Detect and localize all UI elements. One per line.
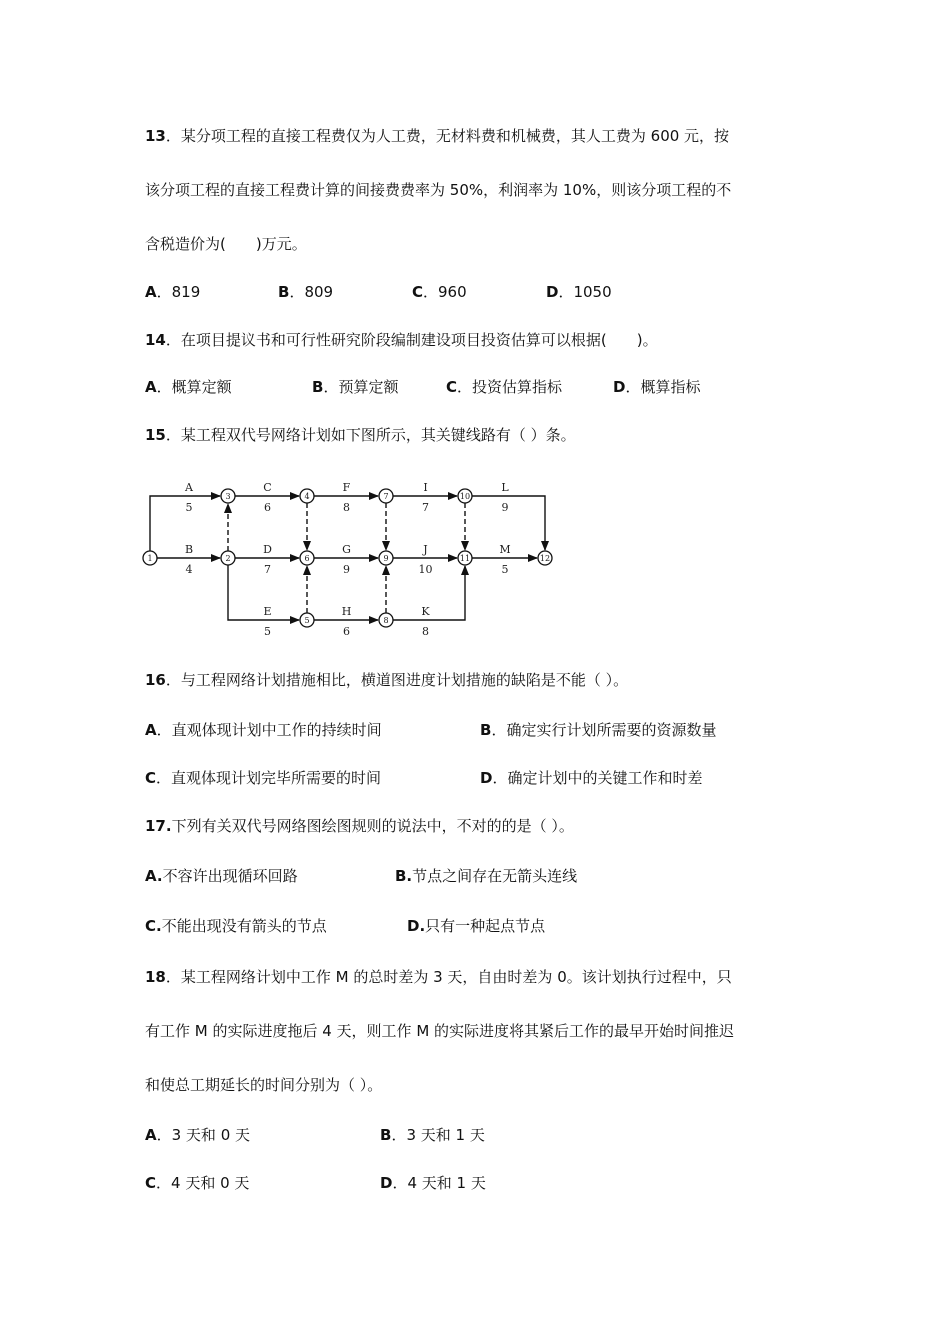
activity-label-g: G [342, 543, 351, 556]
q13-option-a: A．819 [145, 283, 201, 301]
q17-option-d: D.只有一种起点节点 [407, 917, 546, 935]
q16-number: 16 [145, 671, 166, 689]
activity-label-j: J [423, 543, 428, 556]
q16-line [145, 670, 628, 690]
activity-duration-l: 9 [501, 501, 509, 514]
q15-text: ．某工程双代号网络计划如下图所示，其关键线路有（ ）条。 [165, 426, 576, 444]
q14-option-b: B．预算定额 [312, 378, 399, 396]
activity-duration-e: 5 [264, 625, 271, 638]
activity-duration-b: 4 [185, 563, 193, 576]
q13-line-1 [145, 126, 729, 146]
q17-line [145, 816, 574, 836]
q18-line-2: 有工作 M 的实际进度拖后 4 天，则工作 M 的实际进度将其紧后工作的最早开始时间推迟 [145, 1022, 735, 1040]
network-node-label-11: 11 [459, 554, 471, 563]
q13-number: 13 [145, 127, 166, 145]
q17-option-a: A.不容许出现循环回路 [145, 867, 298, 885]
q16-option-d: D．确定计划中的关键工作和时差 [480, 769, 703, 787]
network-diagram [140, 475, 560, 640]
q13-option-d: D．1050 [546, 283, 612, 301]
q13-line-3: 含税造价为( )万元。 [145, 235, 307, 253]
q13-text-1: ．某分项工程的直接工程费仅为人工费，无材料费和机械费，其人工费为 600 元，按 [165, 127, 730, 145]
activity-label-m: M [499, 543, 511, 556]
q18-option-d: D．4 天和 1 天 [380, 1174, 486, 1192]
activity-duration-h: 6 [343, 625, 350, 638]
q17-option-b: B.节点之间存在无箭头连线 [395, 867, 578, 885]
q14-line [145, 330, 658, 350]
activity-duration-j: 10 [418, 563, 433, 576]
activity-label-l: L [501, 481, 509, 494]
q17-number: 17. [145, 817, 172, 835]
q17-text: 下列有关双代号网络图绘图规则的说法中，不对的的是（ ）。 [171, 817, 574, 835]
activity-label-e: E [263, 605, 272, 618]
activity-label-d: D [263, 543, 272, 556]
q18-option-c: C．4 天和 0 天 [145, 1174, 250, 1192]
network-node-label-3: 3 [225, 492, 231, 501]
network-node-label-5: 5 [304, 616, 310, 625]
network-node-label-8: 8 [383, 616, 389, 625]
q13-option-c: C．960 [412, 283, 467, 301]
q14-number: 14 [145, 331, 166, 349]
activity-label-i: I [423, 481, 428, 494]
activity-label-b: B [184, 543, 194, 556]
q18-line-1 [145, 967, 732, 987]
q16-option-c: C．直观体现计划完毕所需要的时间 [145, 769, 382, 787]
network-node-label-9: 9 [383, 554, 389, 563]
q18-text-1: ．某工程网络计划中工作 M 的总时差为 3 天，自由时差为 0。该计划执行过程中，只 [165, 968, 732, 986]
q14-option-d: D．概算指标 [613, 378, 701, 396]
q18-option-a: A．3 天和 0 天 [145, 1126, 251, 1144]
activity-label-k: K [421, 605, 430, 618]
network-node-label-4: 4 [304, 492, 310, 501]
activity-duration-a: 5 [185, 501, 193, 514]
network-node-label-1: 1 [147, 554, 153, 563]
q18-option-b: B．3 天和 1 天 [380, 1126, 485, 1144]
network-node-label-6: 6 [304, 554, 310, 563]
q16-text: ．与工程网络计划措施相比，横道图进度计划措施的缺陷是不能（ ）。 [165, 671, 629, 689]
network-node-label-12: 12 [539, 554, 551, 563]
activity-label-h: H [341, 605, 352, 618]
q16-option-a: A．直观体现计划中工作的持续时间 [145, 721, 382, 739]
activity-duration-c: 6 [264, 501, 271, 514]
q14-text: ．在项目提议书和可行性研究阶段编制建设项目投资估算可以根据( )。 [165, 331, 658, 349]
q17-option-c: C.不能出现没有箭头的节点 [145, 917, 327, 935]
q15-line [145, 425, 576, 445]
activity-duration-m: 5 [501, 563, 509, 576]
q18-number: 18 [145, 968, 166, 986]
activity-duration-k: 8 [422, 625, 429, 638]
q13-option-b: B．809 [278, 283, 334, 301]
network-node-label-10: 10 [459, 492, 471, 501]
q18-line-3: 和使总工期延长的时间分别为（ ）。 [145, 1076, 383, 1094]
activity-label-f: F [342, 481, 351, 494]
network-node-label-2: 2 [225, 554, 231, 563]
q14-option-c: C．投资估算指标 [446, 378, 563, 396]
activity-label-c: C [263, 481, 272, 494]
network-node-label-7: 7 [383, 492, 389, 501]
activity-duration-i: 7 [422, 501, 429, 514]
q16-option-b: B．确定实行计划所需要的资源数量 [480, 721, 717, 739]
activity-duration-d: 7 [264, 563, 271, 576]
activity-duration-f: 8 [343, 501, 350, 514]
q15-number: 15 [145, 426, 166, 444]
q14-option-a: A．概算定额 [145, 378, 232, 396]
activity-label-a: A [185, 481, 193, 494]
activity-duration-g: 9 [343, 563, 350, 576]
q13-line-2: 该分项工程的直接工程费计算的间接费费率为 50%，利润率为 10%，则该分项工程的不 [145, 181, 732, 199]
activity-arrow-l [472, 496, 545, 550]
